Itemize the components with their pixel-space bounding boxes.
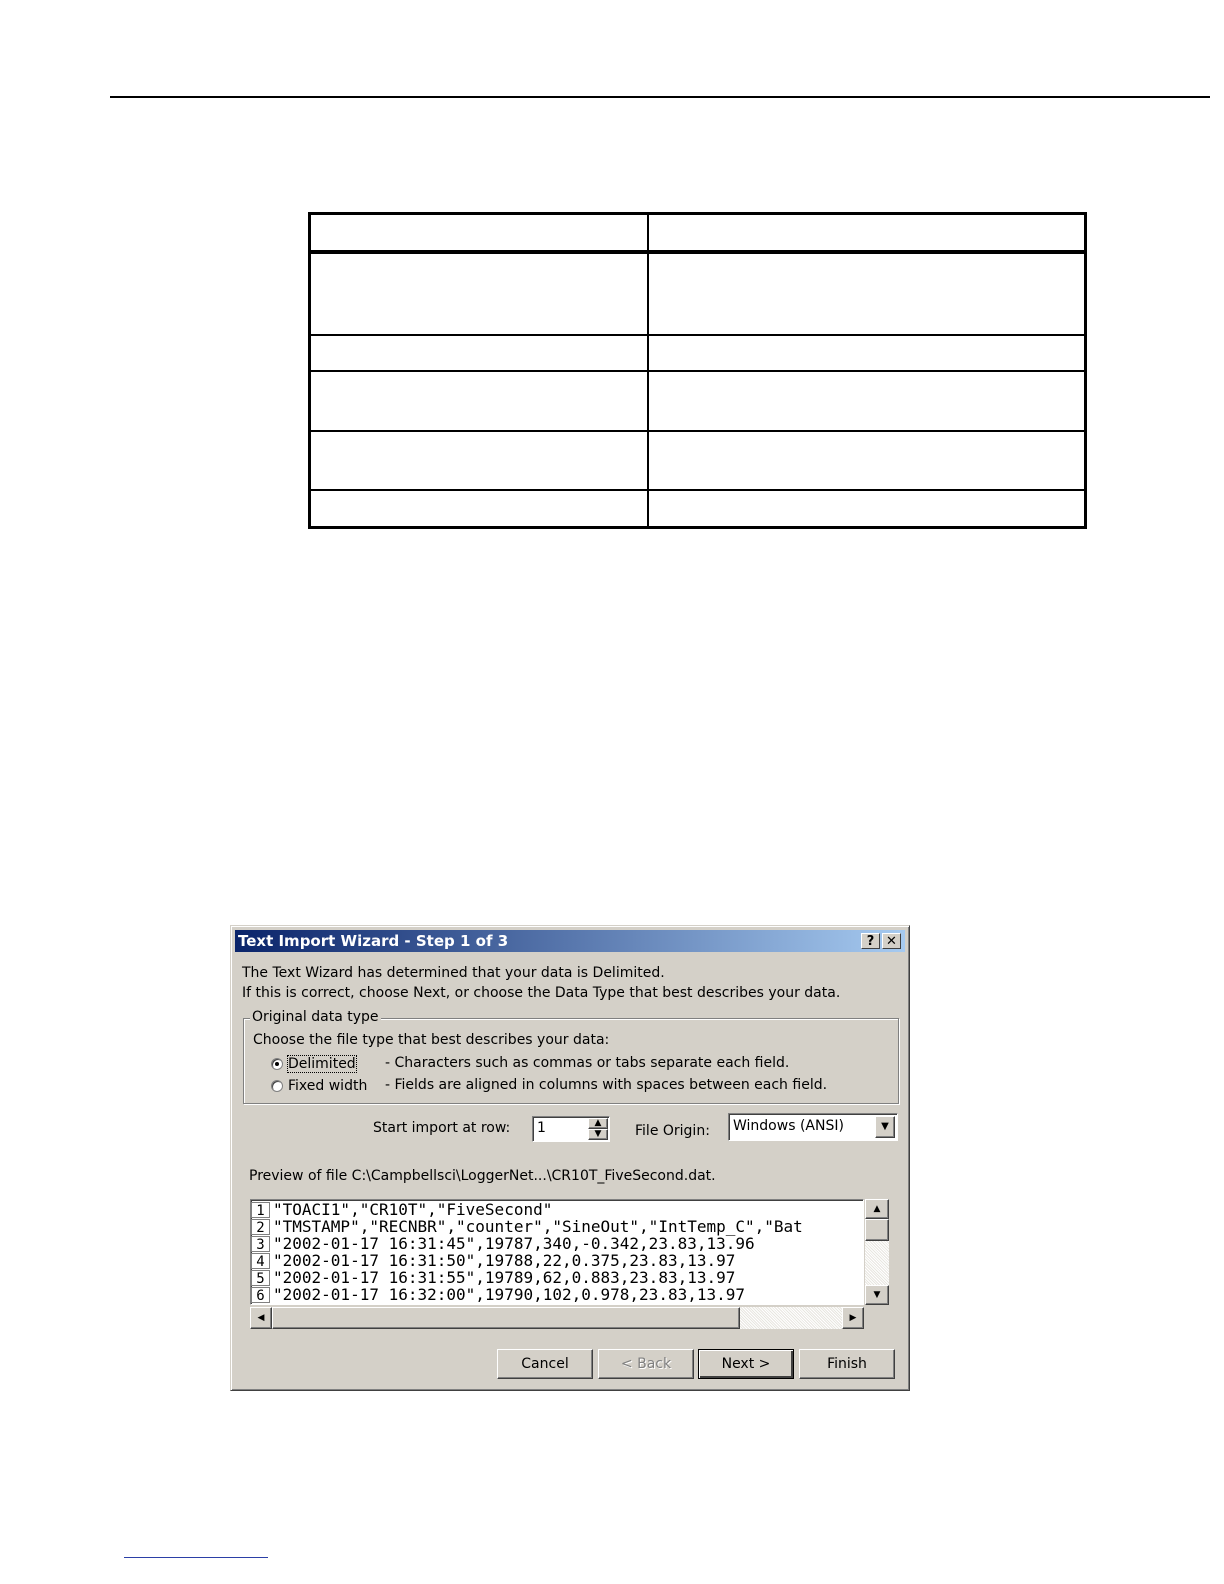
fixed-width-radio[interactable] [271, 1080, 283, 1092]
back-button[interactable]: < Back [598, 1349, 694, 1379]
preview-line: "TMSTAMP","RECNBR","counter","SineOut","IntTemp_C","Bat [273, 1217, 803, 1236]
file-origin-select[interactable] [728, 1113, 898, 1141]
preview-label: Preview of file C:\Campbellsci\LoggerNet...\CR10T_FiveSecond.dat. [249, 1168, 716, 1184]
triangle-right-icon: ▶ [849, 1313, 857, 1323]
table-cell [310, 214, 648, 252]
preview-line: "2002-01-17 16:31:50",19788,22,0.375,23.83,13.97 [273, 1251, 736, 1270]
delimited-description: - Characters such as commas or tabs separate each field. [385, 1055, 790, 1071]
next-button[interactable]: Next > [698, 1349, 794, 1379]
fixed-width-label[interactable]: Fixed width [288, 1078, 368, 1094]
scroll-down-button[interactable] [865, 1285, 889, 1305]
start-row-value[interactable]: 1 [537, 1120, 546, 1136]
triangle-up-icon: ▲ [594, 1118, 602, 1128]
triangle-left-icon: ◀ [257, 1313, 265, 1323]
chevron-down-icon: ▼ [881, 1121, 889, 1132]
blank-table [308, 212, 1087, 529]
table-row [310, 252, 1086, 335]
preview-rows [251, 1200, 864, 1305]
vertical-scrollbar[interactable] [865, 1199, 889, 1305]
file-origin-label: File Origin: [635, 1123, 710, 1139]
delimited-radio[interactable] [271, 1058, 283, 1070]
preview-line: "TOACI1","CR10T","FiveSecond" [273, 1200, 553, 1219]
intro-line-2: If this is correct, choose Next, or choose the Data Type that best describes your data. [242, 985, 841, 1001]
row-number: 5 [251, 1270, 270, 1286]
scroll-up-button[interactable] [865, 1199, 889, 1219]
table-cell [310, 490, 648, 527]
table-cell [310, 371, 648, 431]
help-button[interactable] [861, 933, 880, 949]
radio-selected-dot [275, 1062, 279, 1066]
table-cell [648, 214, 1086, 252]
table-cell [310, 252, 648, 335]
table-cell [310, 431, 648, 490]
finish-button[interactable]: Finish [799, 1349, 895, 1379]
original-data-type-group [243, 1009, 899, 1104]
triangle-down-icon: ▼ [873, 1290, 881, 1300]
row-number: 6 [251, 1287, 270, 1303]
table-cell [310, 335, 648, 371]
table-row [310, 371, 1086, 431]
triangle-down-icon: ▼ [594, 1129, 602, 1139]
table-cell [648, 335, 1086, 371]
group-title: Original data type [252, 1009, 379, 1025]
group-prompt: Choose the file type that best describes your data: [253, 1032, 610, 1048]
preview-pane[interactable] [250, 1199, 864, 1305]
help-icon: ? [866, 934, 875, 949]
row-number: 1 [251, 1202, 270, 1218]
delimited-label[interactable]: Delimited [288, 1056, 356, 1072]
table-cell [648, 490, 1086, 527]
start-row-spinner[interactable] [532, 1116, 610, 1142]
spin-up-button[interactable] [588, 1118, 608, 1129]
cancel-button[interactable]: Cancel [497, 1349, 593, 1379]
table-cell [648, 371, 1086, 431]
spin-down-button[interactable] [588, 1129, 608, 1140]
scroll-left-button[interactable] [250, 1307, 272, 1329]
text-import-wizard-dialog [230, 925, 910, 1391]
triangle-up-icon: ▲ [873, 1204, 881, 1214]
dialog-title: Text Import Wizard - Step 1 of 3 [238, 932, 509, 950]
table-row [310, 490, 1086, 527]
file-origin-value[interactable]: Windows (ANSI) [733, 1118, 844, 1134]
page-header-rule [110, 96, 1210, 98]
table-cell [648, 252, 1086, 335]
close-button[interactable] [882, 933, 901, 949]
table-header-row [310, 214, 1086, 252]
scroll-right-button[interactable] [842, 1307, 864, 1329]
close-icon: ✕ [886, 934, 897, 949]
start-row-label: Start import at row: [373, 1120, 511, 1136]
footer-link-underline [124, 1557, 268, 1558]
horizontal-scrollbar[interactable] [250, 1307, 864, 1329]
file-origin-dropdown-button[interactable] [875, 1116, 895, 1138]
preview-line: "2002-01-17 16:32:00",19790,102,0.978,23.83,13.97 [273, 1285, 746, 1304]
intro-line-1: The Text Wizard has determined that your data is Delimited. [242, 965, 665, 981]
row-number: 3 [251, 1236, 270, 1252]
vertical-scroll-thumb[interactable] [865, 1219, 889, 1241]
table-row [310, 335, 1086, 371]
row-number: 4 [251, 1253, 270, 1269]
table-row [310, 431, 1086, 490]
row-number: 2 [251, 1219, 270, 1235]
preview-line: "2002-01-17 16:31:55",19789,62,0.883,23.83,13.97 [273, 1268, 736, 1287]
fixed-width-description: - Fields are aligned in columns with spaces between each field. [385, 1077, 828, 1093]
table-cell [648, 431, 1086, 490]
horizontal-scroll-thumb[interactable] [272, 1307, 740, 1329]
preview-line: "2002-01-17 16:31:45",19787,340,-0.342,23.83,13.96 [273, 1234, 755, 1253]
dialog-titlebar[interactable] [235, 930, 905, 952]
